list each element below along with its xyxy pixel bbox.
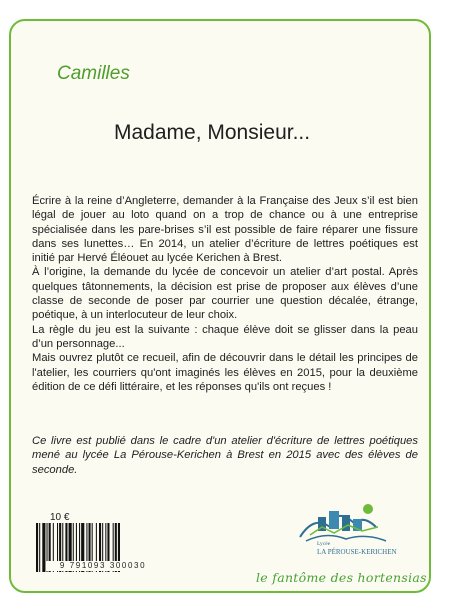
blurb-paragraph-2: À l’origine, la demande du lycée de concevoir un atelier d’art postal. Après quelques tâtonnements, la décision est prise de proposer aux élèves d’une classe de seconde de poser par courrier une question décalée, étrange, poétique, à un interlocuteur de leur choix. — [32, 266, 418, 322]
publication-note: Ce livre est publié dans le cadre d'un atelier d'écriture de lettres poétiques mené au lycée La Pérouse-Kerichen à Brest en 2015 avec des élèves de seconde. — [32, 435, 418, 476]
school-name-line-2: LA PÉROUSE-KERICHEN — [317, 548, 397, 556]
price-label: 10 € — [50, 512, 70, 523]
blurb-paragraph-4: Mais ouvrez plutôt ce recueil, afin de découvrir dans le détail les principes de l'atelier, les courriers qu'ont imaginés les élèves en 2015, pour la deuxième édition de ce défi littéraire, et les réponses qu'ils ont reçues ! — [32, 352, 418, 393]
blurb — [32, 194, 418, 394]
blurb-paragraph-1: Écrire à la reine d’Angleterre, demander à la Française des Jeux s’il est bien légal de jouer au loto quand on a trop de chance ou à une entreprise spécialisée dans les pare-brises s’il est possible de faire réparer une fissure dans ses lunettes… En 2014, un atelier d’écriture de lettres poétiques est initié par Hervé Éléouet au lycée Kerichen à Brest. — [32, 195, 418, 265]
blurb-paragraph-3: La règle du jeu est la suivante : chaque élève doit se glisser dans la peau d’un personnage... — [32, 323, 418, 350]
publisher-logo: le fantôme des hortensias — [256, 570, 427, 585]
barcode-number: 9 791093 300030 — [46, 561, 160, 571]
school-name — [317, 540, 397, 556]
school-name-line-1: Lycée — [317, 541, 331, 547]
book-title: Madame, Monsieur... — [114, 121, 311, 144]
author-name: Camilles — [57, 63, 130, 84]
